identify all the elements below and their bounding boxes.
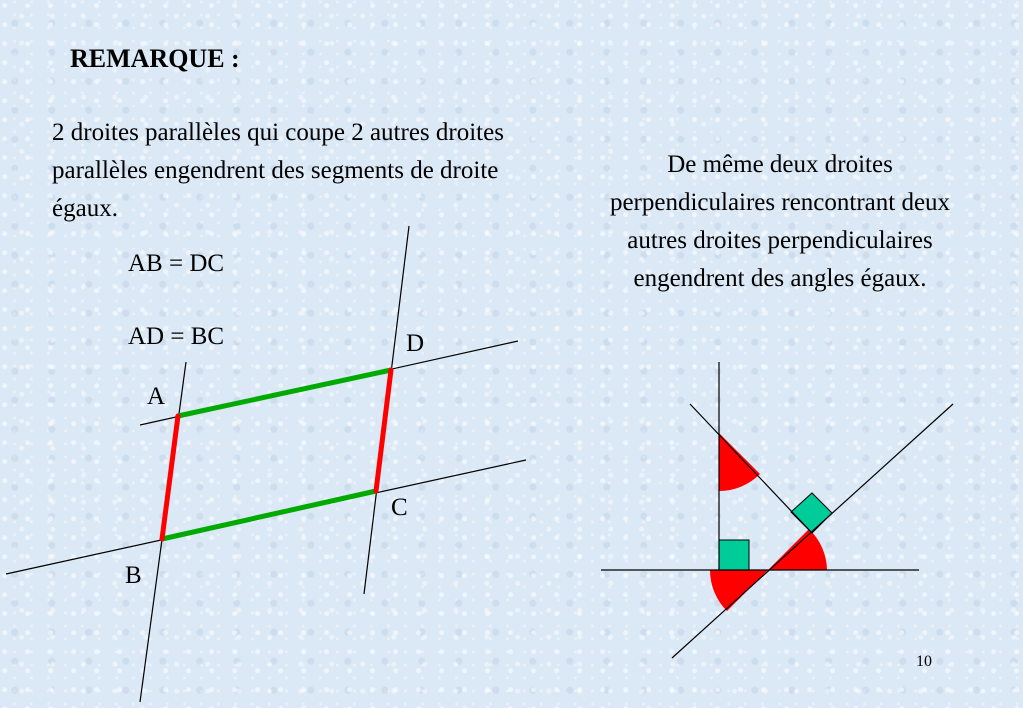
slide-number: 10 bbox=[916, 653, 932, 670]
angles-figure bbox=[601, 362, 953, 658]
parallel-lines-text: 2 droites parallèles qui coupe 2 autres droites parallèles engendrent des segments de droite égaux. bbox=[52, 119, 504, 222]
slide-title: REMARQUE : bbox=[70, 44, 240, 73]
segment-dc bbox=[376, 370, 391, 491]
ascending-diagonal-line bbox=[672, 404, 953, 658]
angle-bottom-left bbox=[710, 570, 768, 611]
segment-ad bbox=[178, 370, 391, 416]
right-angle-marker-left bbox=[719, 540, 749, 570]
equation-ab-dc: AB = DC bbox=[128, 250, 225, 277]
point-label-b: B bbox=[125, 562, 142, 589]
point-label-c: C bbox=[391, 494, 408, 521]
descending-diagonal-line bbox=[690, 404, 812, 533]
perpendicular-lines-text: De même deux droites perpendiculaires rencontrant deux autres droites perpendiculaires engendrent des angles égaux. bbox=[609, 151, 951, 292]
parallelogram-sides bbox=[162, 370, 391, 539]
segment-bc bbox=[162, 491, 376, 539]
equation-ad-bc: AD = BC bbox=[128, 323, 225, 350]
right-angle-marker-diagonal bbox=[791, 493, 832, 533]
point-label-d: D bbox=[406, 330, 425, 357]
parallelogram-figure bbox=[6, 226, 526, 702]
point-label-a: A bbox=[147, 383, 166, 410]
segment-ab bbox=[162, 416, 178, 539]
